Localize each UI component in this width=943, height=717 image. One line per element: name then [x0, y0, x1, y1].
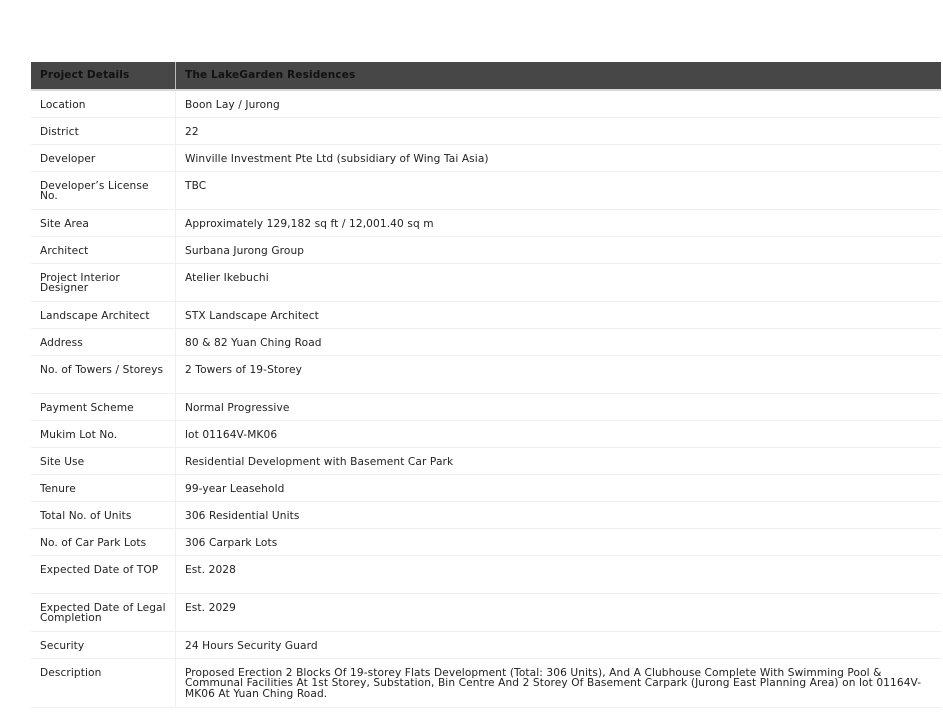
table-row	[31, 209, 941, 236]
row-key: Total No. of Units	[31, 501, 176, 528]
row-key: Expected Date of TOP	[31, 555, 176, 593]
row-value: Winville Investment Pte Ltd (subsidiary of Wing Tai Asia)	[176, 144, 942, 171]
row-key: Mukim Lot No.	[31, 420, 176, 447]
row-value: 22	[176, 117, 942, 144]
row-value: Boon Lay / Jurong	[176, 90, 942, 117]
table-row	[31, 355, 941, 393]
row-key: Site Area	[31, 209, 176, 236]
row-key: Architect	[31, 236, 176, 263]
table-row	[31, 263, 941, 301]
row-key: Address	[31, 328, 176, 355]
row-key: District	[31, 117, 176, 144]
row-value: Est. 2028	[176, 555, 942, 593]
table-row	[31, 658, 941, 707]
table-row	[31, 528, 941, 555]
row-key: Expected Date of Legal Completion	[31, 593, 176, 631]
row-value: 306 Carpark Lots	[176, 528, 942, 555]
row-value: lot 01164V-MK06	[176, 420, 942, 447]
row-value: Residential Development with Basement Car Park	[176, 447, 942, 474]
table-row	[31, 236, 941, 263]
row-key: Security	[31, 631, 176, 658]
header-value: The LakeGarden Residences	[176, 62, 942, 90]
table-row	[31, 117, 941, 144]
row-key: Site Use	[31, 447, 176, 474]
row-key: Location	[31, 90, 176, 117]
project-details-table	[31, 62, 941, 708]
row-value: Atelier Ikebuchi	[176, 263, 942, 301]
row-key: Developer’s License No.	[31, 171, 176, 209]
table-row	[31, 631, 941, 658]
table-row	[31, 90, 941, 117]
table-row	[31, 301, 941, 328]
row-key: Landscape Architect	[31, 301, 176, 328]
row-value: Est. 2029	[176, 593, 942, 631]
table-row	[31, 555, 941, 593]
row-value: 2 Towers of 19-Storey	[176, 355, 942, 393]
row-value: STX Landscape Architect	[176, 301, 942, 328]
row-value: 99-year Leasehold	[176, 474, 942, 501]
table-row	[31, 447, 941, 474]
row-value: TBC	[176, 171, 942, 209]
row-key: Project Interior Designer	[31, 263, 176, 301]
row-key: Developer	[31, 144, 176, 171]
table-header-row	[31, 62, 941, 90]
table-row	[31, 393, 941, 420]
table-row	[31, 420, 941, 447]
row-key: Tenure	[31, 474, 176, 501]
row-value: 24 Hours Security Guard	[176, 631, 942, 658]
table-row	[31, 501, 941, 528]
row-value: Normal Progressive	[176, 393, 942, 420]
row-key: No. of Towers / Storeys	[31, 355, 176, 393]
row-value: Surbana Jurong Group	[176, 236, 942, 263]
header-key: Project Details	[31, 62, 176, 90]
table-row	[31, 328, 941, 355]
table-row	[31, 593, 941, 631]
row-key: Payment Scheme	[31, 393, 176, 420]
row-key: No. of Car Park Lots	[31, 528, 176, 555]
row-value: Proposed Erection 2 Blocks Of 19-storey Flats Development (Total: 306 Units), And A Clubhouse Complete With Swimming Pool & Communal Facilities At 1st Storey, Substation, Bin Centre And 2 Storey Of Basement Carpark (Jurong East Planning Area) on lot 01164V-MK06 At Yuan Ching Road.	[176, 658, 942, 707]
row-key: Description	[31, 658, 176, 707]
table-row	[31, 474, 941, 501]
table-row	[31, 144, 941, 171]
row-value: 80 & 82 Yuan Ching Road	[176, 328, 942, 355]
table-row	[31, 171, 941, 209]
row-value: Approximately 129,182 sq ft / 12,001.40 sq m	[176, 209, 942, 236]
row-value: 306 Residential Units	[176, 501, 942, 528]
